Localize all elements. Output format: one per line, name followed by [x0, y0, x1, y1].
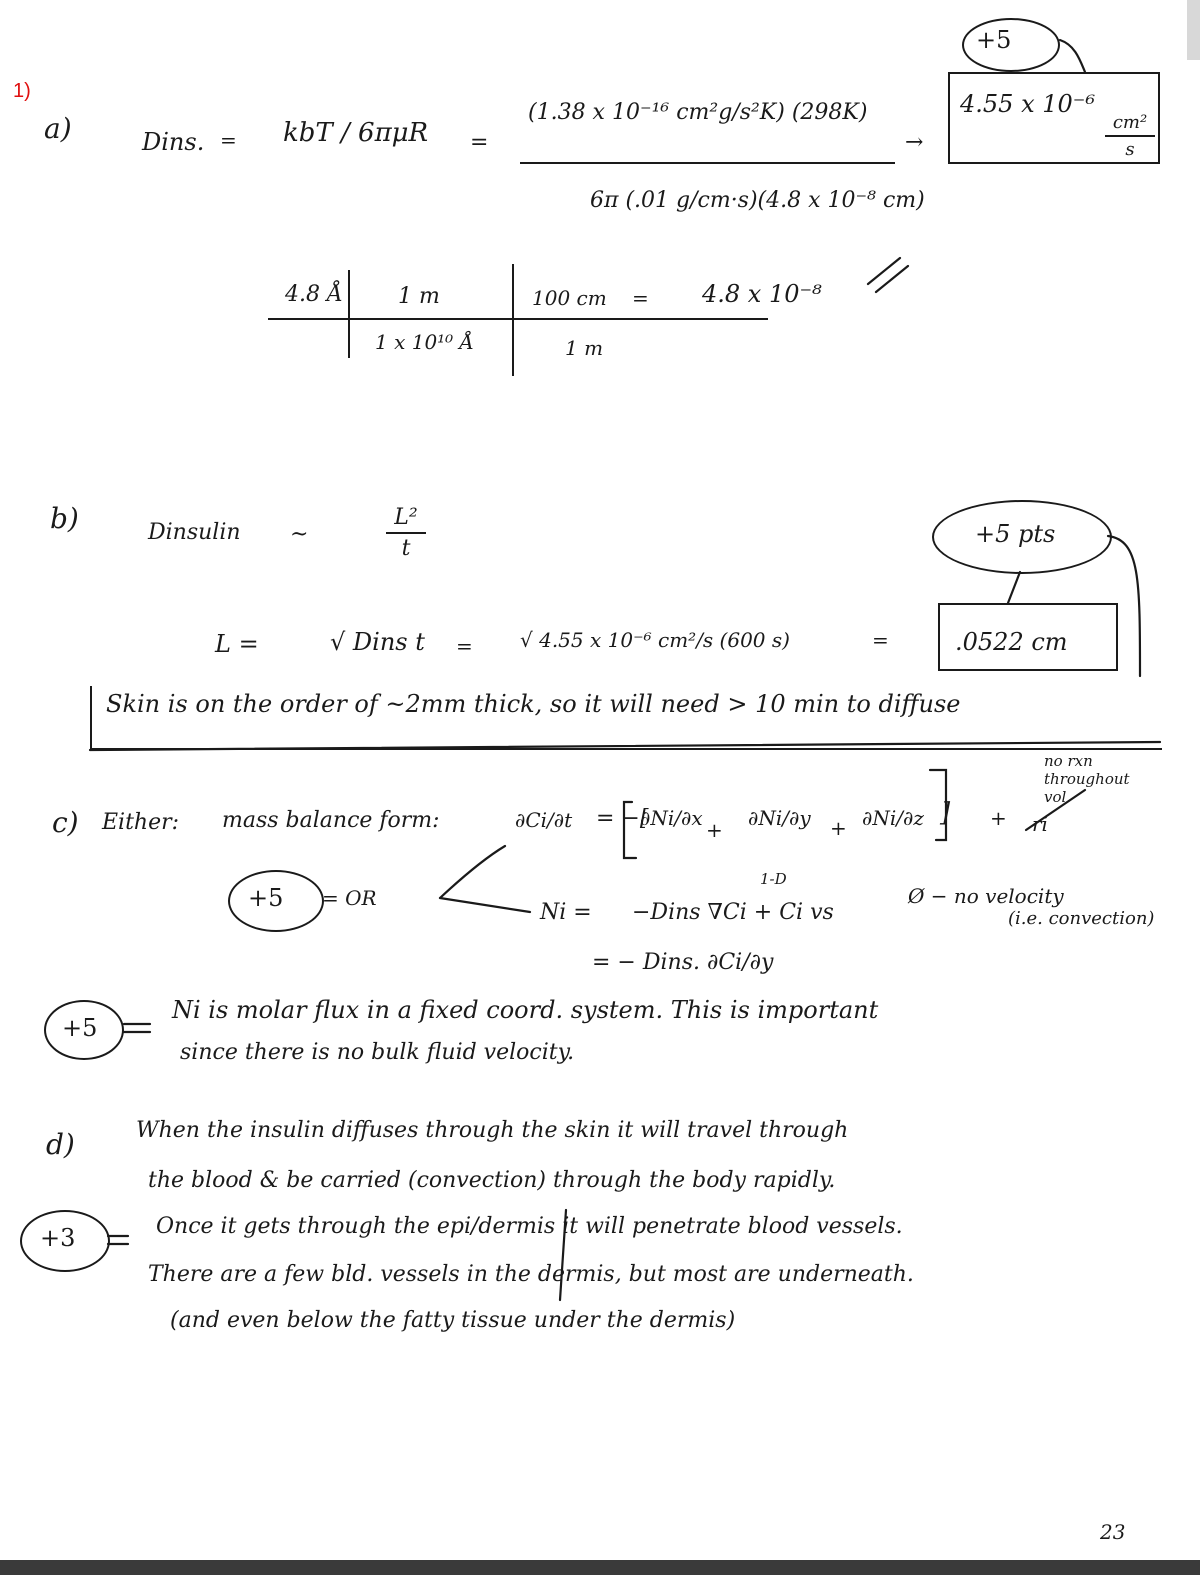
part-b-note: Skin is on the order of ~2mm thick, so it will need > 10 min to diffuse: [106, 690, 961, 718]
part-c-score2: +5: [62, 1014, 98, 1042]
part-a-eq2: =: [470, 130, 489, 155]
part-c-or: = OR: [322, 886, 377, 910]
conversion-factor2-den: 1 m: [565, 336, 604, 360]
stokes-einstein-formula: kbT / 6πμR: [283, 118, 429, 148]
conversion-start: 4.8 Å: [285, 282, 343, 307]
part-c-flux-rhs: −Dins ∇Ci + Ci vs: [632, 900, 834, 925]
part-c-rxn-note: no rxn throughout vol.: [1044, 752, 1130, 806]
part-c-open-bracket: [624, 802, 636, 858]
part-a-denominator: 6π (.01 g/cm·s)(4.8 x 10⁻⁸ cm): [590, 188, 925, 213]
part-b-frac-den: t: [401, 536, 411, 561]
part-b-eq2: =: [872, 628, 889, 652]
part-b-score-connector: [1008, 572, 1020, 603]
part-b-frac-num: L²: [394, 505, 418, 530]
conversion-result: 4.8 x 10⁻⁸: [702, 280, 822, 308]
part-d-line1: When the insulin diffuses through the skin it will travel through: [136, 1118, 849, 1143]
part-c-note1: Ni is molar flux in a fixed coord. system. This is important: [172, 996, 879, 1024]
part-c-zero-note2: (i.e. convection): [1008, 908, 1155, 929]
conversion-factor2-num: 100 cm: [532, 286, 607, 310]
part-c-mass-balance-label: mass balance form:: [222, 808, 440, 833]
part-d-line4: There are a few bld. vessels in the dermis, but most are underneath.: [148, 1262, 914, 1287]
conversion-factor1-num: 1 m: [398, 284, 440, 309]
result-unit-denominator: s: [1125, 139, 1135, 160]
part-b-l-eq: L =: [215, 630, 259, 658]
part-b-sqrt-expr: √ Dins t: [330, 628, 425, 656]
part-c-score1: +5: [248, 884, 284, 912]
part-d-label: d): [46, 1128, 75, 1161]
part-c-label: c): [52, 806, 79, 839]
result-unit-numerator: cm²: [1112, 112, 1148, 133]
part-b-result: .0522 cm: [955, 628, 1068, 656]
part-d-line2: the blood & be carried (convection) through the body rapidly.: [148, 1168, 836, 1193]
part-a-score: +5: [976, 26, 1012, 54]
part-c-close-bracket: [930, 770, 946, 840]
part-c-flux-line2: = − Dins. ∂Ci/∂y: [592, 950, 774, 975]
conversion-factor1-den: 1 x 10¹⁰ Å: [375, 330, 475, 354]
part-c-zero-note: Ø − no velocity: [908, 884, 1064, 908]
part-b-label: b): [50, 502, 79, 535]
part-d-epidermis-divider: [560, 1210, 566, 1300]
part-c-mb-eq: = −[: [596, 806, 649, 831]
part-c-plus3: +: [990, 806, 1007, 830]
part-c-note2: since there is no bulk fluid velocity.: [180, 1040, 575, 1065]
part-b-eq: =: [456, 634, 473, 658]
part-d-line5: (and even below the fatty tissue under the dermis): [170, 1308, 736, 1333]
part-a-arrow: →: [905, 130, 924, 155]
part-a-label: a): [44, 112, 72, 145]
part-c-rxn: ri: [1032, 812, 1048, 836]
part-c-1d: 1-D: [760, 870, 787, 888]
part-b-sim: ~: [290, 522, 309, 547]
conversion-check-mark: [868, 258, 908, 292]
page-number: 23: [1100, 1520, 1126, 1544]
part-c-score2-dash: [124, 1024, 150, 1032]
part-c-flux-lhs: Ni =: [540, 900, 592, 925]
part-a-score-connector: [1060, 40, 1085, 72]
conversion-eq: =: [632, 286, 649, 310]
part-c-or-connector-lower: [440, 898, 530, 912]
part-a-numerator: (1.38 x 10⁻¹⁶ cm²g/s²K) (298K): [528, 100, 868, 125]
part-b-score: +5 pts: [975, 520, 1056, 548]
part-a-lhs: Dins.: [142, 128, 205, 156]
part-c-plus2: +: [830, 816, 847, 840]
part-c-term-z: ∂Ni/∂z: [862, 806, 924, 830]
part-b-note-underline: [90, 742, 1160, 750]
part-d-score-dash: [108, 1236, 128, 1244]
part-c-term-y: ∂Ni/∂y: [748, 806, 811, 830]
part-c-bracket-close: ]: [940, 798, 951, 828]
part-c-term-x: ∂Ni/∂x: [640, 806, 703, 830]
part-d-score: +3: [40, 1224, 76, 1252]
part-b-bracket-right: [1108, 536, 1140, 676]
part-c-or-connector-upper: [440, 846, 505, 898]
part-a-result-value: 4.55 x 10⁻⁶: [960, 90, 1096, 118]
part-c-rxn-strike: [1026, 790, 1085, 830]
part-b-lhs: Dinsulin: [148, 520, 241, 545]
part-c-either: Either:: [102, 810, 180, 835]
problem-number: 1): [13, 80, 31, 102]
part-d-line3: Once it gets through the epi/dermis it will penetrate blood vessels.: [156, 1214, 903, 1239]
part-c-plus1: +: [706, 818, 723, 842]
part-c-mb-lhs: ∂Ci/∂t: [515, 808, 573, 832]
part-b-sqrt-numeric: √ 4.55 x 10⁻⁶ cm²/s (600 s): [520, 628, 790, 652]
part-a-eq1: =: [220, 128, 237, 152]
